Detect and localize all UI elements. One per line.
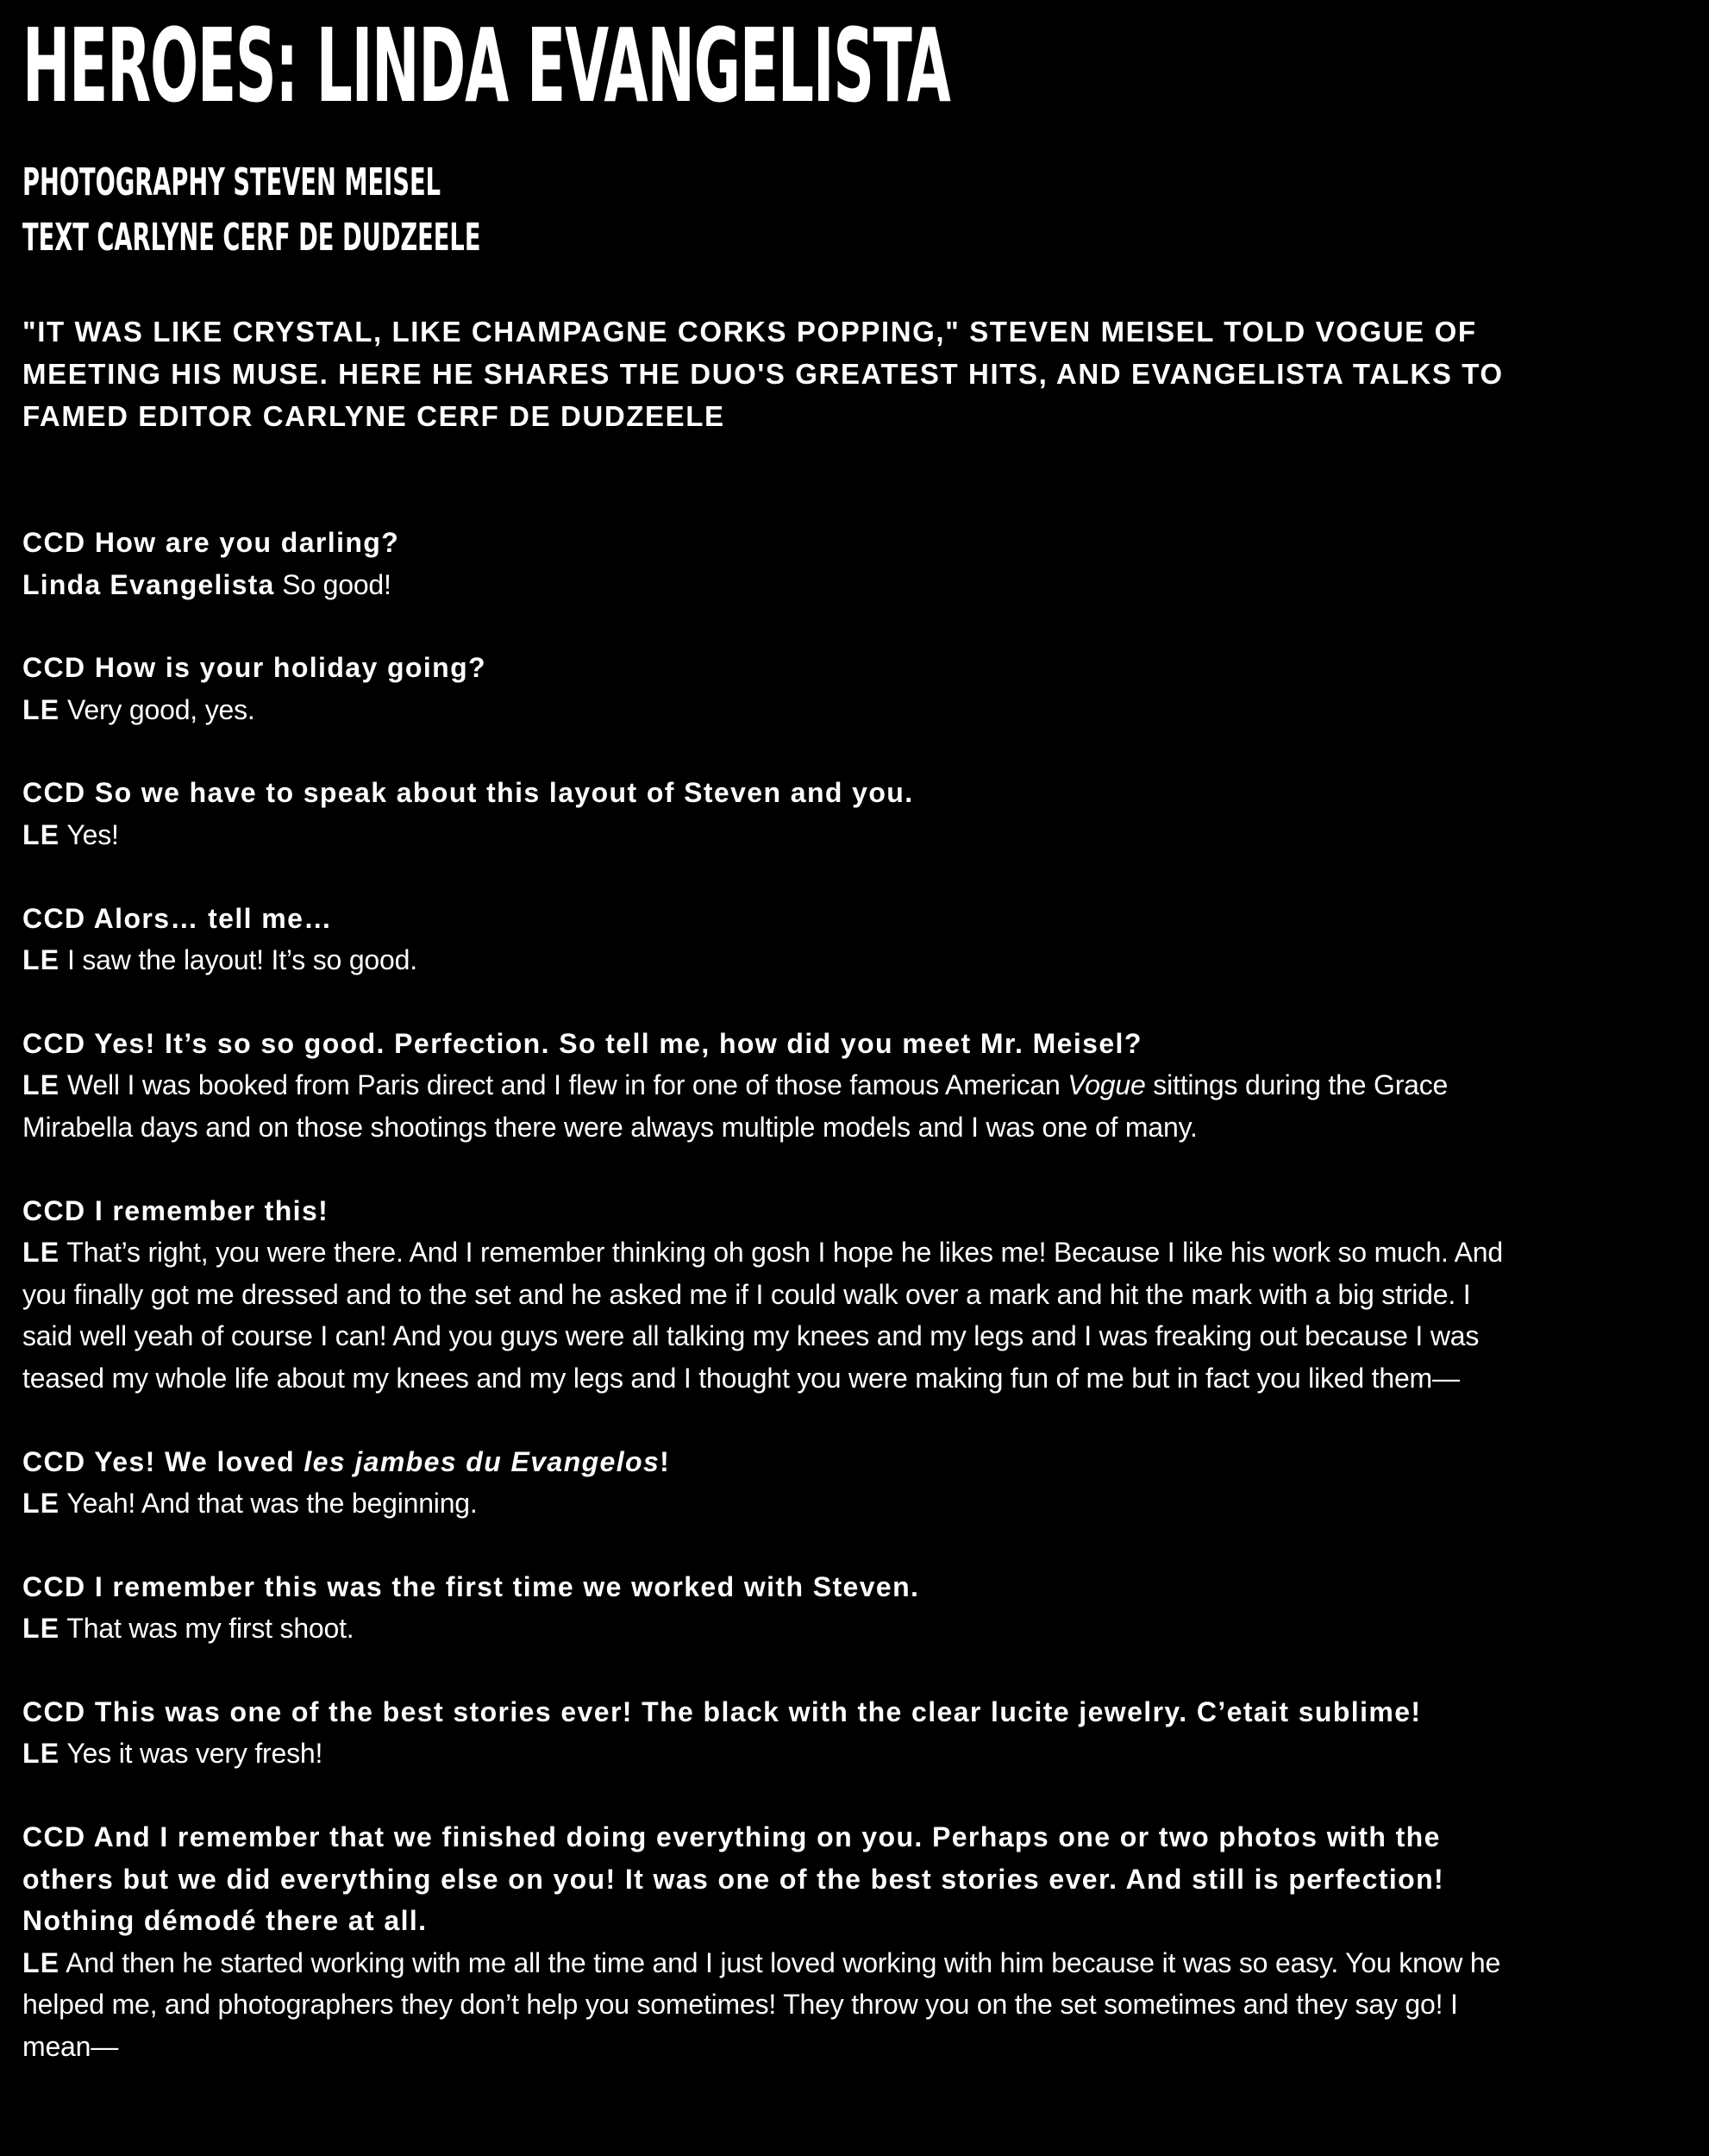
question (22, 1566, 1523, 1608)
answer-text: And then he started working with me all the time and I just loved working with him because it was so easy. You know he helped me, and photographers they don’t help you sometimes! They throw you on the set sometimes and they say go! I mean— (22, 1946, 1501, 2063)
question-speaker: CCD (22, 527, 86, 558)
answer-speaker: LE (22, 1069, 60, 1101)
question-speaker: CCD (22, 652, 86, 684)
question-speaker: CCD (22, 777, 86, 809)
interview (22, 522, 1523, 2068)
answer-speaker: LE (22, 693, 60, 725)
exchange (22, 1190, 1523, 1400)
magazine-name: Vogue (1067, 1069, 1146, 1101)
answer-text: That was my first shoot. (66, 1613, 354, 1645)
exchange (22, 1023, 1523, 1149)
question (22, 772, 1523, 814)
answer (22, 1482, 1523, 1525)
answer (22, 689, 1523, 731)
question-speaker: CCD (22, 1570, 86, 1602)
answer-speaker: Linda Evangelista (22, 568, 275, 600)
question-text: How are you darling? (94, 527, 400, 558)
answer-speaker: LE (22, 1946, 60, 1978)
answer (22, 1733, 1523, 1775)
question-italic-phrase: les jambes du Evangelos (304, 1445, 660, 1477)
exchange (22, 1566, 1523, 1650)
standfirst: "IT WAS LIKE CRYSTAL, LIKE CHAMPAGNE CORKS POPPING," STEVEN MEISEL TOLD VOGUE OF MEETING HIS MUSE. HERE HE SHARES THE DUO'S GREATEST HITS, AND EVANGELISTA TALKS TO FAMED EDITOR CARLYNE CERF DE DUDZEELE (22, 316, 1504, 432)
question (22, 1691, 1523, 1733)
question (22, 1023, 1523, 1065)
question-speaker: CCD (22, 1027, 86, 1059)
question (22, 898, 1523, 940)
answer-speaker: LE (22, 944, 60, 976)
answer (22, 939, 1523, 981)
text-credit: TEXT CARLYNE CERF DE DUDZEELE (22, 216, 481, 260)
question (22, 1190, 1523, 1232)
question-text: I remember this! (94, 1194, 329, 1226)
question-text: Yes! We loved (94, 1445, 304, 1477)
question-text: I remember this was the first time we worked with Steven. (94, 1570, 920, 1602)
question-speaker: CCD (22, 1445, 86, 1477)
exchange (22, 647, 1523, 730)
answer (22, 1064, 1523, 1148)
answer-text: So good! (282, 568, 391, 600)
answer-speaker: LE (22, 818, 60, 850)
article-title: HEROES: LINDA EVANGELISTA (22, 6, 950, 125)
question-text: And I remember that we finished doing everything on you. Perhaps one or two photos with the others but we did everything else on you! It was one of the best stories ever. And still is perfection! Nothing démodé there at all. (22, 1821, 1445, 1937)
answer-text: Well I was booked from Paris direct and I flew in for one of those famous American (67, 1069, 1068, 1101)
exchange (22, 1441, 1523, 1525)
answer-text: Very good, yes. (67, 693, 255, 725)
answer (22, 1608, 1523, 1650)
answer-text: Yes! (66, 818, 119, 850)
question-text: Alors… tell me… (93, 902, 333, 934)
question-text: So we have to speak about this layout of Steven and you. (94, 777, 914, 809)
question-text: This was one of the best stories ever! The black with the clear lucite jewelry. C’etait sublime! (94, 1695, 1422, 1727)
question-speaker: CCD (22, 902, 86, 934)
exchange (22, 522, 1523, 605)
answer (22, 814, 1523, 856)
question-text: Yes! It’s so so good. Perfection. So tell me, how did you meet Mr. Meisel? (94, 1027, 1142, 1059)
answer-text: Yes it was very fresh! (66, 1738, 323, 1770)
answer (22, 1942, 1523, 2068)
question (22, 1816, 1523, 1942)
answer-speaker: LE (22, 1738, 60, 1770)
exchange (22, 772, 1523, 856)
question (22, 647, 1523, 689)
article (22, 0, 1523, 2109)
answer-text: That’s right, you were there. And I remember thinking oh gosh I hope he likes me! Because I like his work so much. And you finally got me dressed and to the set and he asked me if I could walk over a mark and hit the mark with a big stride. I said well yeah of course I can! And you guys were all talking my knees and my legs and I was freaking out because I was teased my whole life about my knees and my legs and I thought you were making fun of me but in fact you liked them— (22, 1237, 1503, 1394)
question-text: How is your holiday going? (94, 652, 487, 684)
exchange (22, 1691, 1523, 1775)
exchange (22, 1816, 1523, 2068)
photography-credit: PHOTOGRAPHY STEVEN MEISEL (22, 160, 441, 204)
question-speaker: CCD (22, 1695, 86, 1727)
answer-speaker: LE (22, 1613, 60, 1645)
answer-speaker: LE (22, 1488, 60, 1520)
answer-text: I saw the layout! It’s so good. (67, 944, 417, 976)
answer-text-continued: sittings during the Grace Mirabella days and on those shootings there were always multiple models and I was one of many. (22, 1069, 1449, 1143)
answer-speaker: LE (22, 1237, 60, 1269)
answer-text: Yeah! And that was the beginning. (66, 1488, 478, 1520)
question-speaker: CCD (22, 1194, 86, 1226)
question-text-continued: ! (660, 1445, 671, 1477)
question (22, 1441, 1523, 1483)
answer (22, 1232, 1523, 1399)
answer (22, 564, 1523, 606)
question (22, 522, 1523, 564)
exchange (22, 898, 1523, 981)
question-speaker: CCD (22, 1821, 86, 1853)
credits (22, 155, 1523, 266)
